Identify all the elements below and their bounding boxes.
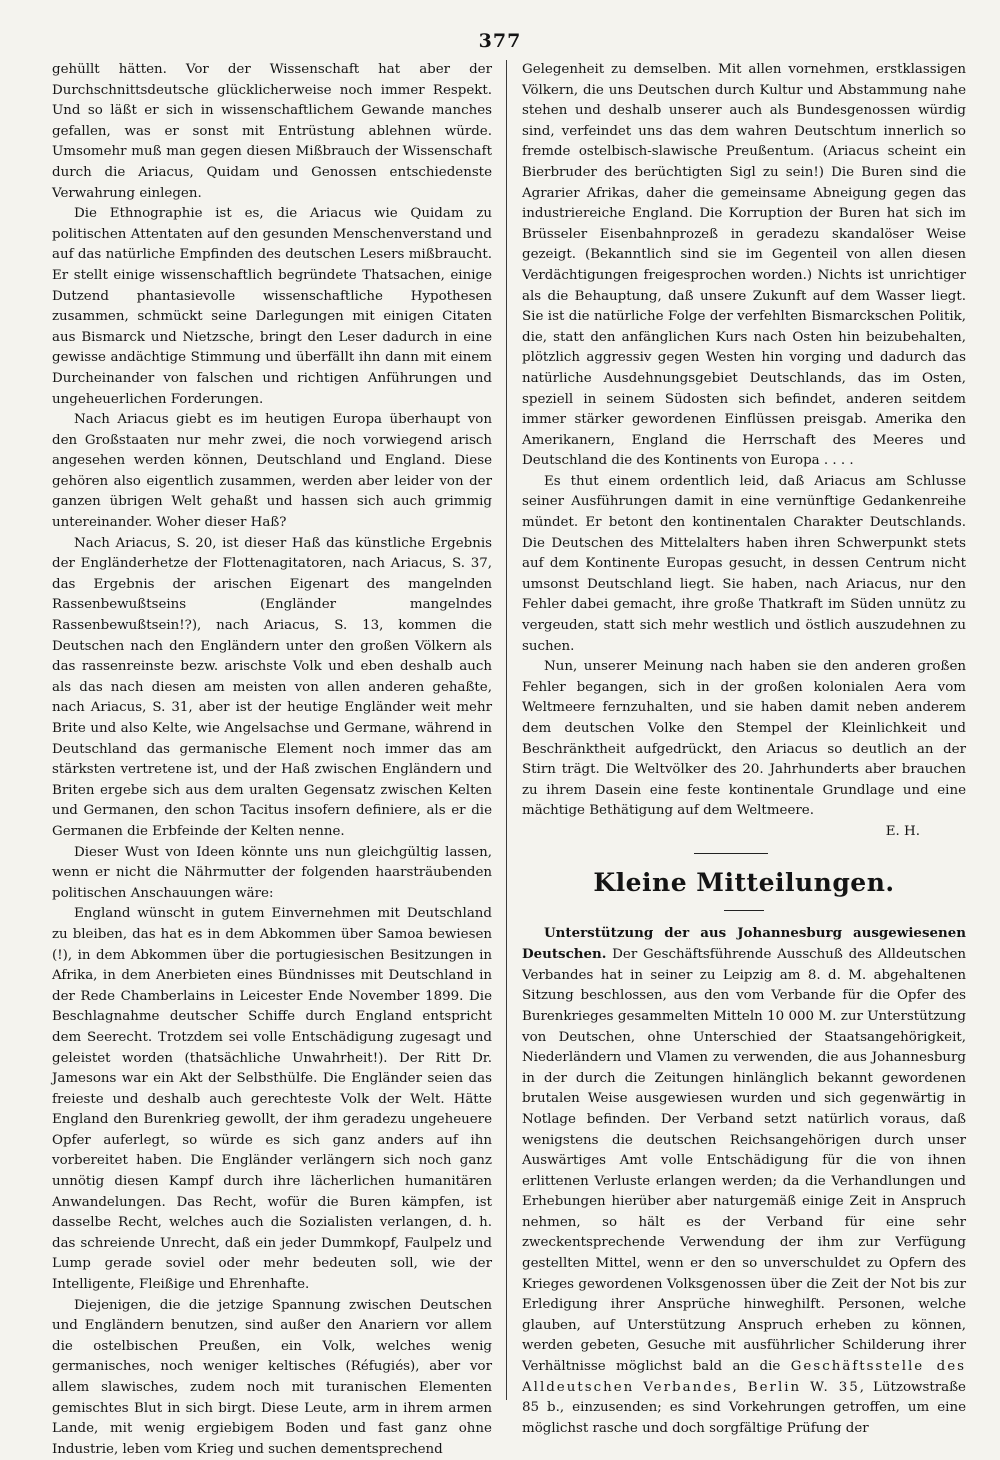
right-column <box>522 60 966 1439</box>
author-signature: E. H. <box>885 823 920 839</box>
paragraph: Diejenigen, die die jetzige Spannung zwischen Deutschen und Engländern benutzen, sind außer den Anariern vor allem die ostelbischen Preußen, ein Volk, welches wenig germanisches, noch weniger keltisches (Réfugiés), aber vor allem slawisches, zudem noch mit turanischen Elementen gemischtes Blut in sich birgt. Diese Leute, arm in ihrem armen Lande, mit wenig ergiebigem Boden und fast ganz ohne Industrie, leben vom Krieg und suchen dementsprechend <box>52 1297 492 1457</box>
left-column <box>52 60 492 1460</box>
news-item <box>522 923 966 1440</box>
news-item-heading: Unterstützung der aus Johannesburg ausgewiesenen Deutschen. <box>522 924 966 963</box>
news-item-body: Der Geschäftsführende Ausschuß des Alldeutschen Verbandes hat in seiner zu Leipzig am 8. d. M. abgehaltenen Sitzung beschlossen, aus den vom Verbande für die Opfer des Burenkrieges gesammelten Mitteln 10 000 M. zur Unterstützung von Deutschen, ohne Unterschied der Staatsangehörigkeit, Niederländern und Vlamen zu verwenden, die aus Johannesburg in der durch die Zeitungen hinlänglich bekannt gewordenen brutalen Weise ausgewiesen wurden und sich gegenwärtig in Notlage befinden. Der Verband setzt natürlich voraus, daß wenigstens die deutschen Reichsangehörigen durch unser Auswärtiges Amt volle Entschädigung für die von ihnen erlittenen Verluste erlangen werden; da die Verhandlungen und Erhebungen hierüber aber naturgemäß einige Zeit in Anspruch nehmen, so hält es der Verband für eine sehr zweckentsprechende Verwendung der ihm zur Verfügung gestellten Mittel, wenn er den so unverschuldet zu Opfern des Krieges gewordenen Volksgenossen über die Zeit der Not bis zur Erledigung ihrer Ansprüche hinweghilft. Personen, welche glauben, auf Unterstützung Anspruch erheben zu können, werden gebeten, Gesuche mit ausführlicher Schilderung ihrer Verhältnisse möglichst bald an die <box>522 947 966 1375</box>
paragraph: Nach Ariacus giebt es im heutigen Europa überhaupt von den Großstaaten nur mehr zwei, die noch vorwiegend arisch angesehen werden können, Deutschland und England. Diese gehören also eigentlich zusammen, werden aber leider von der ganzen übrigen Welt gehaßt und hassen sich auch grimmig untereinander. Woher dieser Haß? <box>52 412 492 531</box>
paragraph: Es thut einem ordentlich leid, daß Ariacus am Schlusse seiner Ausführungen damit in eine vernünftige Gedankenreihe mündet. Er betont den kontinentalen Charakter Deutschlands. Die Deutschen des Mittelalters haben ihren Schwerpunkt stets auf dem Kontinente Europas gesucht, in dessen Centrum nicht umsonst Deutschland liegt. Sie haben, nach Ariacus, nur den Fehler dabei gemacht, ihre große Thatkraft im Süden unnütz zu vergeuden, statt sich mehr westlich und östlich auszudehnen zu suchen. <box>522 473 966 654</box>
paragraph: Dieser Wust von Ideen könnte uns nun gleichgültig lassen, wenn er nicht die Nährmutter der folgenden haarsträubenden politischen Anschauungen wäre: <box>52 844 492 901</box>
section-title: Kleine Mitteilungen. <box>593 867 895 897</box>
page-number: 377 <box>478 30 522 52</box>
news-item-address: Geschäftsstelle des Alldeutschen Verbandes, Berlin W. 35, <box>522 1359 966 1395</box>
paragraph: Nun, unserer Meinung nach haben sie den anderen großen Fehler begangen, sich in der großen kolonialen Aera vom Weltmeere fernzuhalten, und sie haben damit neben anderem dem deutschen Volke den Stempel der Kleinlichkeit und Beschränktheit aufgedrückt, den Ariacus so deutlich an der Stirn trägt. Die Weltvölker des 20. Jahrhunderts aber brauchen zu ihrem Dasein eine feste kontinentale Grundlage und eine mächtige Bethätigung auf dem Weltmeere. <box>522 659 966 819</box>
paragraph: Die Ethnographie ist es, die Ariacus wie Quidam zu politischen Attentaten auf den gesunden Menschenverstand und auf das natürliche Empfinden des deutschen Lesers mißbraucht. Er stellt einige wissenschaftlich begründete Thatsachen, einige Dutzend phantasievolle wissenschaftliche Hypothesen zusammen, schmückt seine Darlegungen mit einigen Citaten aus Bismarck und Nietzsche, bringt den Leser dadurch in eine gewisse andächtige Stimmung und überfällt ihn dann mit einem Durcheinander von falschen und richtigen Anführungen und ungeheuerlichen Forderungen. <box>52 206 492 407</box>
column-divider <box>506 60 507 1400</box>
news-item-body-end: Lützowstraße 85 b., einzusenden; es sind Vorkehrungen getroffen, um eine möglichst rasche und doch sorgfältige Prüfung der <box>522 1379 966 1436</box>
title-rule <box>724 910 764 911</box>
paragraph: England wünscht in gutem Einvernehmen mit Deutschland zu bleiben, das hat es in dem Abkommen über Samoa bewiesen (!), in dem Abkommen über die portugiesischen Besitzungen in Afrika, in dem Anerbieten eines Bündnisses mit Deutschland in der Rede Chamberlains in Leicester Ende November 1899. Die Beschlagnahme deutscher Schiffe durch England entspricht dem Seerecht. Trotzdem sei volle Entschädigung zugesagt und geleistet worden (thatsächliche Unwahrheit!). Der Ritt Dr. Jamesons war ein Akt der Selbsthülfe. Die Engländer seien das freieste und deshalb auch gerechteste Volk der Welt. Hätte England den Burenkrieg gewollt, der ihm geradezu ungeheuere Opfer auferlegt, so würde es sich ganz anders auf ihn vorbereitet haben. Die Engländer verlängern sich noch ganz unnötig diesen Kampf durch ihre lächerlichen humanitären Anwandelungen. Das Recht, wofür die Buren kämpfen, ist dasselbe Recht, welches auch die Sozialisten verlangen, d. h. das schreiende Unrecht, daß ein jeder Dummkopf, Faulpelz und Lump gerade soviel oder mehr bedeuten soll, wie der Intelligente, Fleißige und Ehrenhafte. <box>52 906 492 1293</box>
paragraph: gehüllt hätten. Vor der Wissenschaft hat aber der Durchschnittsdeutsche glücklicherweise noch immer Respekt. Und so läßt er sich in wissenschaftlichem Gewande manches gefallen, was er sonst mit Entrüstung ablehnen würde. Umsomehr muß man gegen diesen Mißbrauch der Wissenschaft durch die Ariacus, Quidam und Genossen entschiedenste Verwahrung einlegen. <box>52 62 492 201</box>
paragraph: Gelegenheit zu demselben. Mit allen vornehmen, erstklassigen Völkern, die uns Deutschen durch Kultur und Abstammung nahe stehen und deshalb unserer auch als Bundesgenossen würdig sind, verfeindet uns das dem wahren Deutschtum innerlich so fremde ostelbisch-slawische Preußentum. (Ariacus scheint ein Bierbruder des berüchtigten Sigl zu sein!) Die Buren sind die Agrarier Afrikas, daher die gemeinsame Abneigung gegen das industriereiche England. Die Korruption der Buren hat sich im Brüsseler Eisenbahnprozeß in geradezu skandalöser Weise gezeigt. (Bekanntlich sind sie im Gegenteil von allen diesen Verdächtigungen freigesprochen worden.) Nichts ist unrichtiger als die Behauptung, daß unsere Zukunft auf dem Wasser liegt. Sie ist die natürliche Folge der verfehlten Bismarckschen Politik, die, statt den anfänglichen Kurs nach Osten hin beizubehalten, plötzlich aggressiv gegen Westen hin vorging und dadurch das natürliche Ausdehnungsgebiet Deutschlands, das im Osten, speziell in seinem Südosten sich befindet, anderen seitdem immer stärker gewordenen Einflüssen preisgab. Amerika den Amerikanern, England die Herrschaft des Meeres und Deutschland die des Kontinents von Europa . . . . <box>522 62 966 469</box>
section-rule <box>694 853 768 854</box>
paragraph: Nach Ariacus, S. 20, ist dieser Haß das künstliche Ergebnis der Engländerhetze der Flottenagitatoren, nach Ariacus, S. 37, das Ergebnis der arischen Eigenart des mangelnden Rassenbewußtseins (Engländer mangelndes Rassenbewußtsein!?), nach Ariacus, S. 13, kommen die Deutschen nach den Engländern unter den großen Völkern als das rassenreinste bezw. arischste Volk und eben deshalb auch als das nach diesen am meisten von allen anderen gehaßte, nach Ariacus, S. 31, aber ist der heutige Engländer weit mehr Brite und also Kelte, wie Angelsachse und Germane, während in Deutschland das germanische Element noch immer das am stärksten vertretene ist, und der Haß zwischen Engländern und Briten ergebe sich aus dem uralten Gegensatz zwischen Kelten und Germanen, den schon Tacitus insofern definiere, als er die Germanen die Erbfeinde der Kelten nenne. <box>52 535 492 839</box>
